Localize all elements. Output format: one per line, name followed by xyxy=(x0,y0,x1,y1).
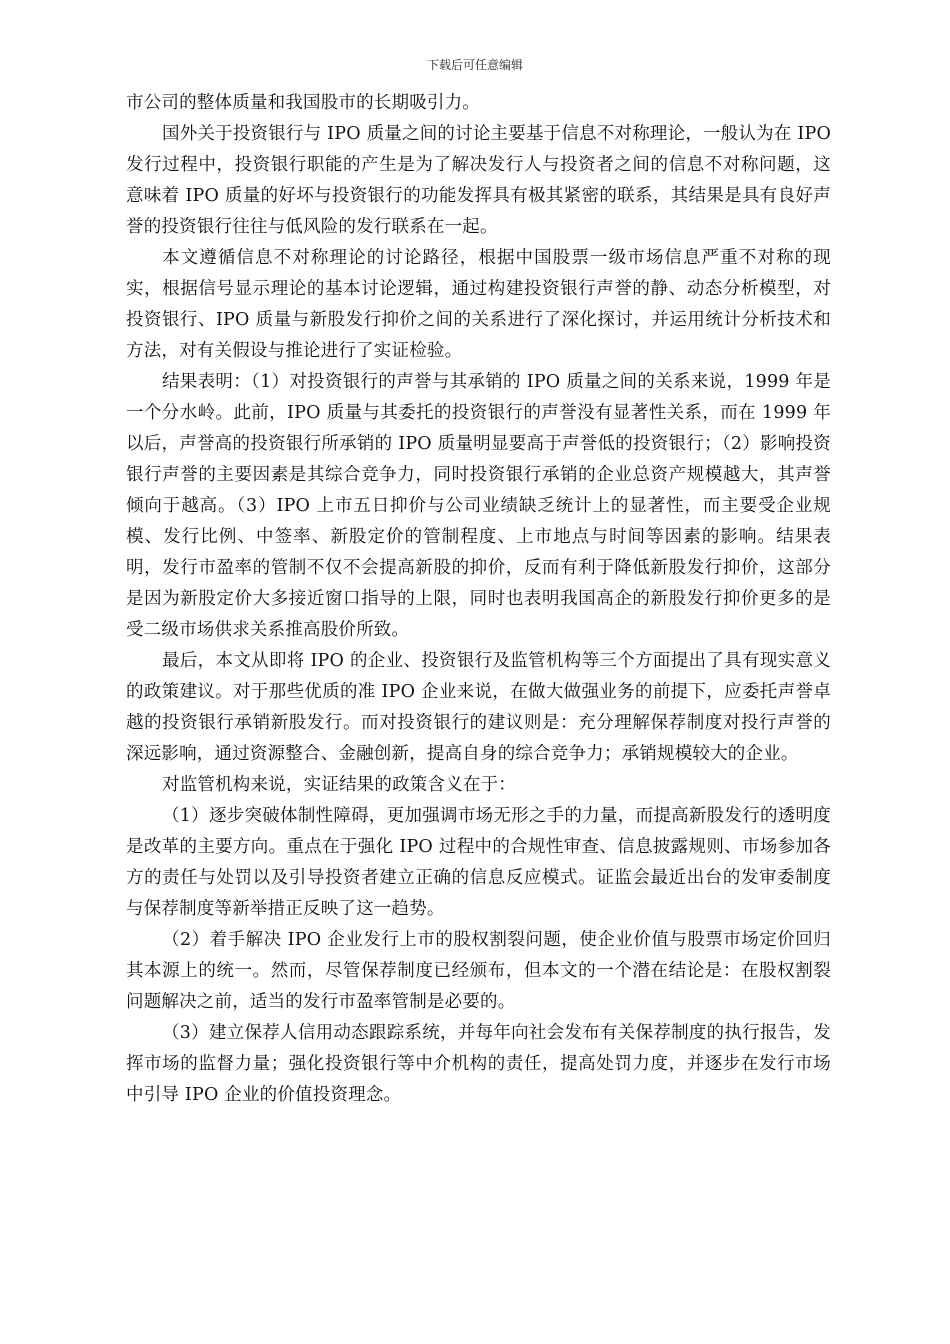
paragraph-regulator-point-1: （1）逐步突破体制性障碍，更加强调市场无形之手的力量，而提高新股发行的透明度是改革的主要方向。重点在于强化 IPO 过程中的合规性审查、信息披露规则、市场参加各方的责任与处罚以及引导投资者建立正确的信息反应模式。证监会最近出台的发审委制度与保荐制度等新举措正反映了这一趋势。 xyxy=(126,806,831,919)
paragraph-continuation: 市公司的整体质量和我国股市的长期吸引力。 xyxy=(126,93,480,113)
paragraph-regulator-point-3: （3）建立保荐人信用动态跟踪系统，并每年向社会发布有关保荐制度的执行报告，发挥市场的监督力量；强化投资银行等中介机构的责任，提高处罚力度，并逐步在发行市场中引导 IPO 企业的价值投资理念。 xyxy=(126,1023,831,1105)
paragraph-regulator-point-2: （2）着手解决 IPO 企业发行上市的股权割裂问题，使企业价值与股票市场定价回归其本源上的统一。然而，尽管保荐制度已经颁布，但本文的一个潜在结论是：在股权割裂问题解决之前，适当的发行市盈率管制是必要的。 xyxy=(126,930,831,1012)
paragraph-results: 结果表明：（1）对投资银行的声誉与其承销的 IPO 质量之间的关系来说，1999 年是一个分水岭。此前，IPO 质量与其委托的投资银行的声誉没有显著性关系，而在 1999 年以后，声誉高的投资银行所承销的 IPO 质量明显要高于声誉低的投资银行；（2）影响投资银行声誉的主要因素是其综合竞争力，同时投资银行承销的企业总资产规模越大，其声誉倾向于越高。（3）IPO 上市五日抑价与公司业绩缺乏统计上的显著性，而主要受企业规模、发行比例、中签率、新股定价的管制程度、上市地点与时间等因素的影响。结果表明，发行市盈率的管制不仅不会提高新股的抑价，反而有利于降低新股发行抑价，这部分是因为新股定价大多接近窗口指导的上限，同时也表明我国高企的新股发行抑价更多的是受二级市场供求关系推高股价所致。 xyxy=(126,372,831,640)
paragraph-methodology: 本文遵循信息不对称理论的讨论路径，根据中国股票一级市场信息严重不对称的现实，根据信号显示理论的基本讨论逻辑，通过构建投资银行声誉的静、动态分析模型，对投资银行、IPO 质量与新股发行抑价之间的关系进行了深化探讨，并运用统计分析技术和方法，对有关假设与推论进行了实证检验。 xyxy=(126,248,831,361)
paragraph-foreign-research: 国外关于投资银行与 IPO 质量之间的讨论主要基于信息不对称理论，一般认为在 IPO 发行过程中，投资银行职能的产生是为了解决发行人与投资者之间的信息不对称问题，这意味着 IPO 质量的好坏与投资银行的功能发挥具有极其紧密的联系，其结果是具有良好声誉的投资银行往往与低风险的发行联系在一起。 xyxy=(126,124,831,237)
page-header: 下载后可任意编辑 xyxy=(426,58,523,72)
paragraph-regulator-intro: 对监管机构来说，实证结果的政策含义在于： xyxy=(162,775,516,795)
document-body xyxy=(126,88,831,1111)
paragraph-recommendations: 最后，本文从即将 IPO 的企业、投资银行及监管机构等三个方面提出了具有现实意义的政策建议。对于那些优质的准 IPO 企业来说，在做大做强业务的前提下，应委托声誉卓越的投资银行承销新股发行。而对投资银行的建议则是：充分理解保荐制度对投行声誉的深远影响，通过资源整合、金融创新，提高自身的综合竞争力；承销规模较大的企业。 xyxy=(126,651,831,764)
